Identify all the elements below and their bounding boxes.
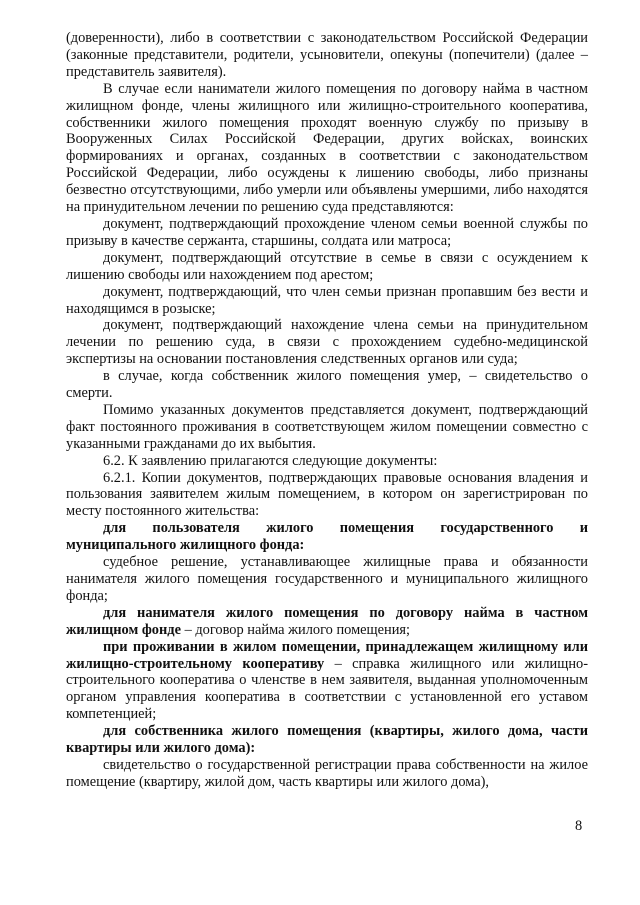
paragraph: [66, 216, 588, 250]
paragraph: [66, 723, 588, 757]
bold-text-run: при проживании в жилом помещении, принадлежащем жилищному или жилищно-строительному кооперативу: [66, 638, 588, 672]
page-number: 8: [575, 818, 583, 834]
bold-text-run: для пользователя жилого помещения государственного и муниципального жилищного фонда:: [66, 520, 588, 554]
paragraph: [66, 605, 588, 639]
text-run: документ, подтверждающий отсутствие в семье в связи с осуждением к лишению свободы или нахождением под арестом;: [66, 249, 588, 283]
bold-text-run: для нанимателя жилого помещения по договору найма в частном жилищном фонде: [66, 604, 588, 638]
document-body: [66, 30, 588, 791]
text-run: свидетельство о государственной регистрации права собственности на жилое помещение (квартиру, жилой дом, часть квартиры или жилого дома),: [66, 756, 588, 790]
paragraph: [66, 250, 588, 284]
paragraph: [66, 284, 588, 318]
text-run: в случае, когда собственник жилого помещения умер, – свидетельство о смерти.: [66, 368, 588, 402]
paragraph: [66, 81, 588, 216]
text-run: – договор найма жилого помещения;: [180, 621, 411, 638]
paragraph: [66, 402, 588, 453]
text-run: документ, подтверждающий нахождение члена семьи на принудительном лечении по решению суда, в связи с прохождением судебно-медицинской экспертизы на основании постановления следственных органов или суда;: [66, 317, 588, 368]
paragraph: [66, 554, 588, 605]
paragraph: [66, 453, 588, 470]
paragraph: [66, 470, 588, 521]
paragraph: [66, 757, 588, 791]
paragraph: [66, 30, 588, 81]
text-run: В случае если наниматели жилого помещения по договору найма в частном жилищном фонде, члены жилищного или жилищно-строительного кооператива, собственники жилого помещения проходят военную службу по призыву в Вооруженных Силах Российской Федерации, других войсках, воинских формированиях и органах, созданных в соответствии с законодательством Российской Федерации, либо осуждены к лишению свободы, либо признаны безвестно отсутствующими, либо умерли или объявлены умершими, либо находятся на принудительном лечении по решению суда представляются:: [66, 80, 588, 216]
text-run: 6.2. К заявлению прилагаются следующие документы:: [103, 452, 438, 469]
text-run: 6.2.1. Копии документов, подтверждающих правовые основания владения и пользования заявителем жилым помещением, в котором он зарегистрирован по месту постоянного жительства:: [66, 469, 588, 520]
text-run: судебное решение, устанавливающее жилищные права и обязанности нанимателя жилого помещения государственного и муниципального жилищного фонда;: [66, 554, 588, 604]
text-run: (доверенности), либо в соответствии с законодательством Российской Федерации (законные представители, родители, усыновители, опекуны (попечители) (далее – представитель заявителя).: [66, 30, 588, 80]
text-run: Помимо указанных документов представляется документ, подтверждающий факт постоянного проживания в соответствующем жилом помещении совместно с указанными гражданами до их выбытия.: [66, 401, 588, 452]
paragraph: [66, 639, 588, 724]
text-run: документ, подтверждающий прохождение членом семьи военной службы по призыву в качестве сержанта, старшины, солдата или матроса;: [66, 215, 588, 249]
text-run: – справка жилищного или жилищно-строительного кооператива о членстве в нем заявителя, выданная уполномоченным органом управления кооператива в соответствии с установленной его уставом компетенцией;: [66, 655, 589, 723]
paragraph: [66, 520, 588, 554]
bold-text-run: для собственника жилого помещения (квартиры, жилого дома, части квартиры или жилого дома):: [66, 723, 588, 757]
text-run: документ, подтверждающий, что член семьи признан пропавшим без вести и находящимся в розыске;: [66, 283, 588, 317]
paragraph: [66, 368, 588, 402]
paragraph: [66, 317, 588, 368]
